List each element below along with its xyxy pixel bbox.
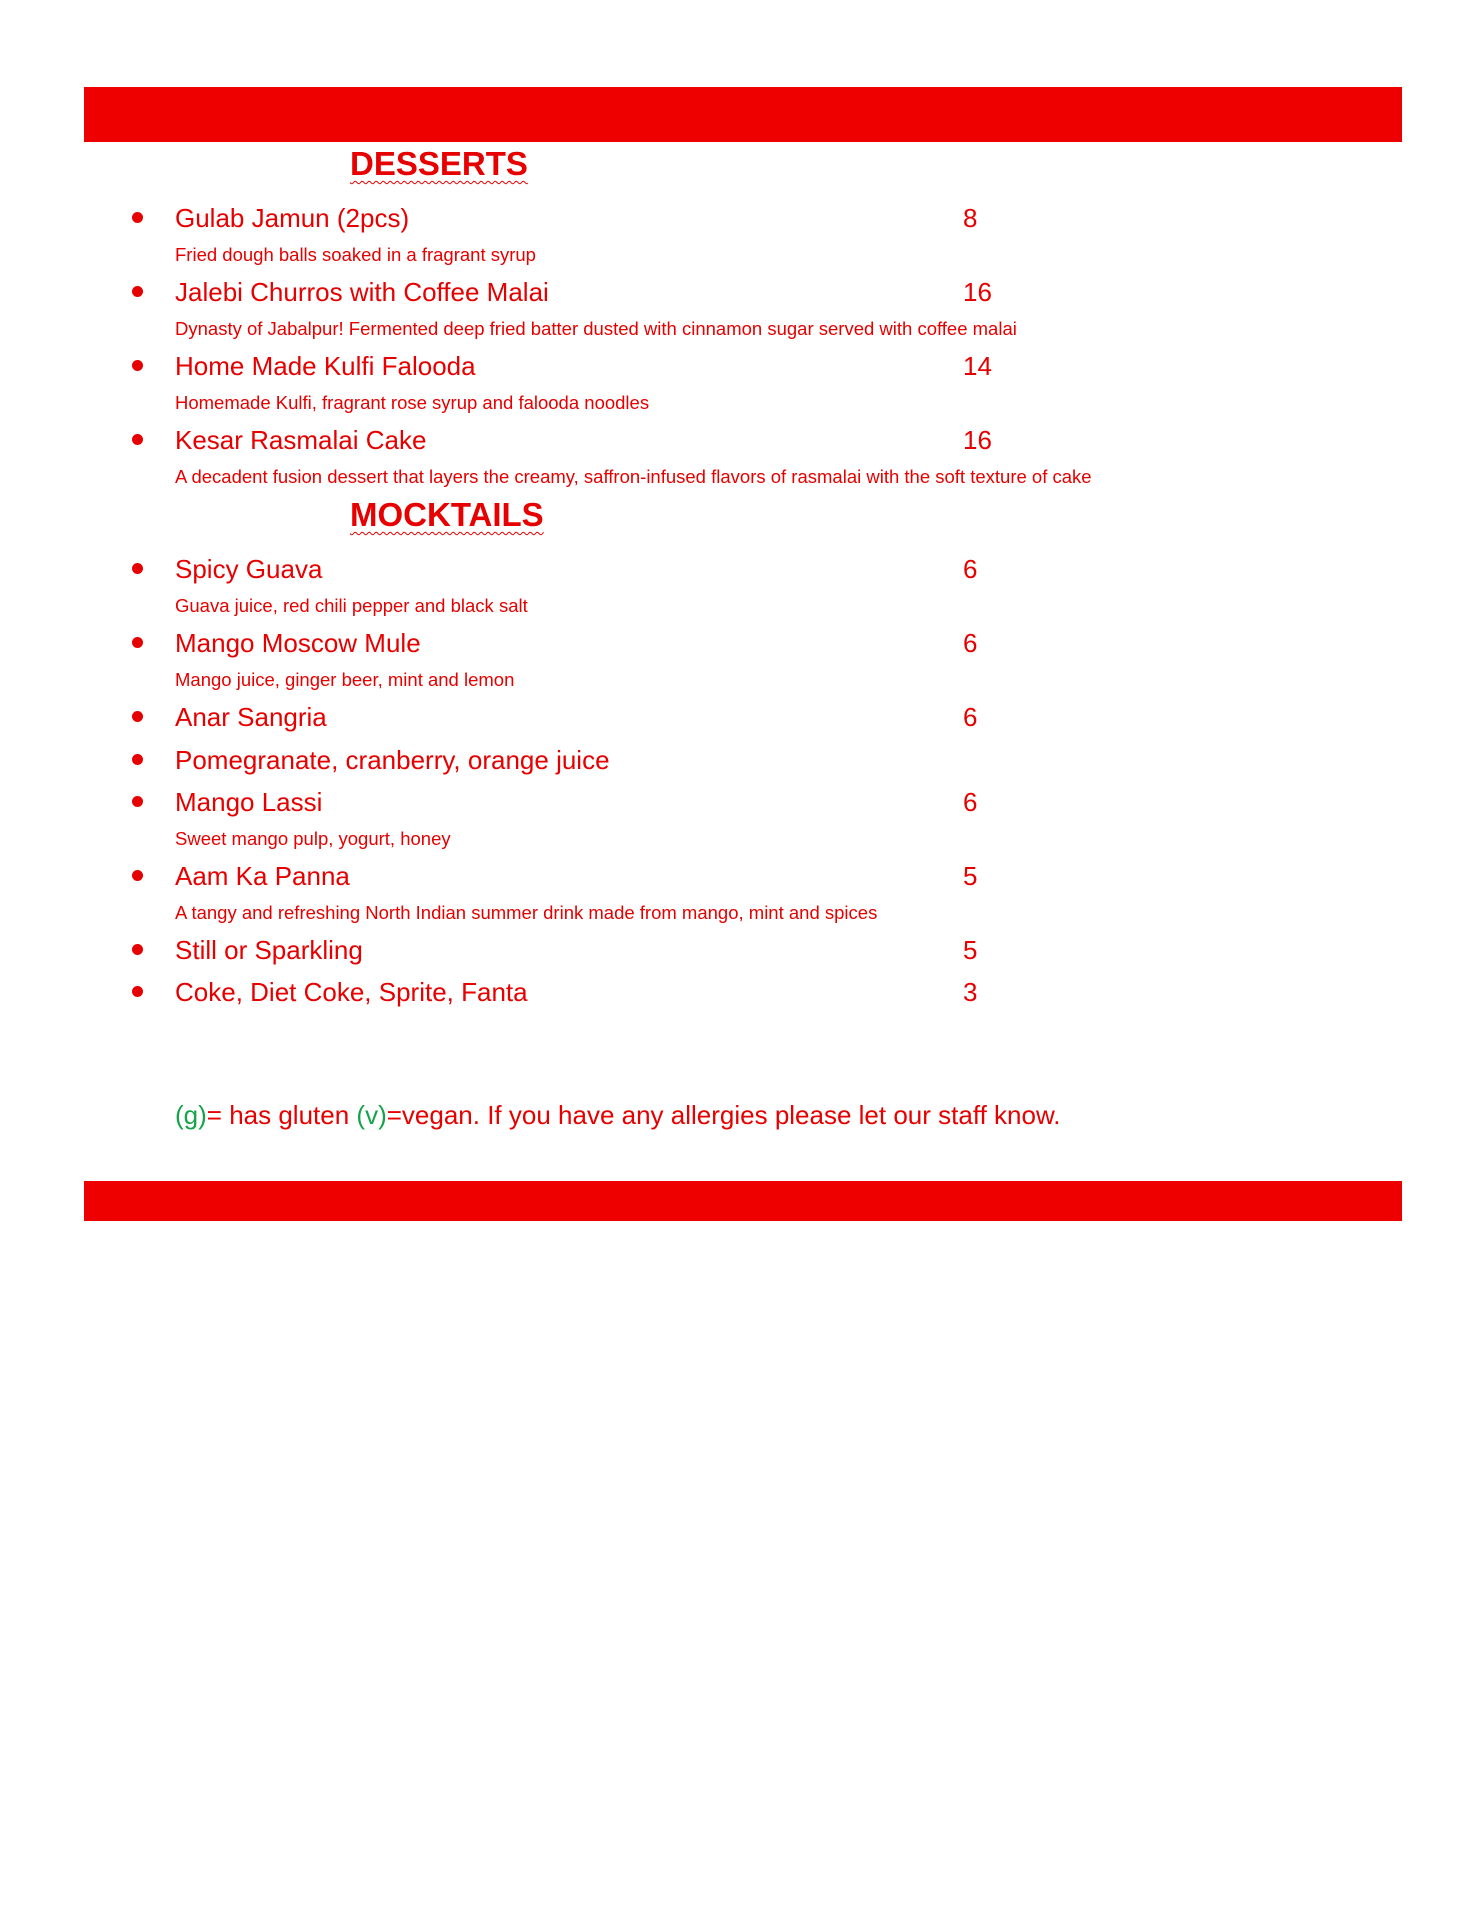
item-description: Guava juice, red chili pepper and black salt bbox=[175, 595, 528, 616]
bullet-icon bbox=[132, 286, 143, 297]
item-description: Sweet mango pulp, yogurt, honey bbox=[175, 828, 451, 849]
mocktails-heading: MOCKTAILS bbox=[350, 496, 544, 533]
bullet-icon bbox=[132, 870, 143, 881]
bullet-icon bbox=[132, 212, 143, 223]
menu-item bbox=[0, 743, 1484, 777]
bullet-icon bbox=[132, 360, 143, 371]
item-price: 5 bbox=[963, 861, 978, 891]
item-price: 6 bbox=[963, 554, 978, 584]
gluten-text: = has gluten bbox=[206, 1100, 357, 1130]
bullet-icon bbox=[132, 711, 143, 722]
bullet-icon bbox=[132, 563, 143, 574]
menu-item bbox=[0, 275, 1484, 309]
bullet-icon bbox=[132, 986, 143, 997]
item-description: A tangy and refreshing North Indian summer drink made from mango, mint and spices bbox=[175, 902, 878, 923]
item-description: Mango juice, ginger beer, mint and lemon bbox=[175, 669, 515, 690]
top-red-band bbox=[84, 87, 1402, 142]
item-name: Coke, Diet Coke, Sprite, Fanta bbox=[175, 977, 528, 1007]
item-name: Mango Lassi bbox=[175, 787, 323, 817]
item-name: Still or Sparkling bbox=[175, 935, 363, 965]
bullet-icon bbox=[132, 434, 143, 445]
menu-item bbox=[0, 859, 1484, 893]
item-description: Dynasty of Jabalpur! Fermented deep fried batter dusted with cinnamon sugar served with coffee malai bbox=[175, 318, 1017, 339]
bottom-red-band bbox=[84, 1181, 1402, 1221]
menu-item bbox=[0, 975, 1484, 1009]
item-price: 6 bbox=[963, 702, 978, 732]
gluten-code: (g) bbox=[175, 1100, 207, 1130]
menu-item bbox=[0, 933, 1484, 967]
item-name: Jalebi Churros with Coffee Malai bbox=[175, 277, 549, 307]
item-name: Pomegranate, cranberry, orange juice bbox=[175, 745, 610, 775]
item-name: Mango Moscow Mule bbox=[175, 628, 421, 658]
item-price: 16 bbox=[963, 277, 992, 307]
vegan-code: (v) bbox=[356, 1100, 387, 1130]
item-name: Gulab Jamun (2pcs) bbox=[175, 203, 410, 233]
item-price: 5 bbox=[963, 935, 978, 965]
bullet-icon bbox=[132, 637, 143, 648]
menu-item bbox=[0, 349, 1484, 383]
item-price: 3 bbox=[963, 977, 978, 1007]
bullet-icon bbox=[132, 754, 143, 765]
menu-item bbox=[0, 201, 1484, 235]
item-name: Home Made Kulfi Falooda bbox=[175, 351, 476, 381]
allergy-note bbox=[175, 1098, 1061, 1132]
menu-item bbox=[0, 700, 1484, 734]
item-price: 6 bbox=[963, 787, 978, 817]
item-name: Aam Ka Panna bbox=[175, 861, 350, 891]
desserts-heading: DESSERTS bbox=[350, 145, 528, 182]
item-description: Fried dough balls soaked in a fragrant syrup bbox=[175, 244, 536, 265]
item-price: 6 bbox=[963, 628, 978, 658]
item-name: Kesar Rasmalai Cake bbox=[175, 425, 427, 455]
item-name: Anar Sangria bbox=[175, 702, 327, 732]
menu-item bbox=[0, 552, 1484, 586]
menu-item bbox=[0, 785, 1484, 819]
vegan-text: =vegan. If you have any allergies please let our staff know. bbox=[386, 1100, 1061, 1130]
item-price: 16 bbox=[963, 425, 992, 455]
menu-item bbox=[0, 626, 1484, 660]
menu-item bbox=[0, 423, 1484, 457]
bullet-icon bbox=[132, 944, 143, 955]
item-description: Homemade Kulfi, fragrant rose syrup and falooda noodles bbox=[175, 392, 650, 413]
item-price: 14 bbox=[963, 351, 992, 381]
item-price: 8 bbox=[963, 203, 978, 233]
item-description: A decadent fusion dessert that layers the creamy, saffron-infused flavors of rasmalai with the soft texture of cake bbox=[175, 466, 1092, 487]
item-name: Spicy Guava bbox=[175, 554, 323, 584]
bullet-icon bbox=[132, 796, 143, 807]
